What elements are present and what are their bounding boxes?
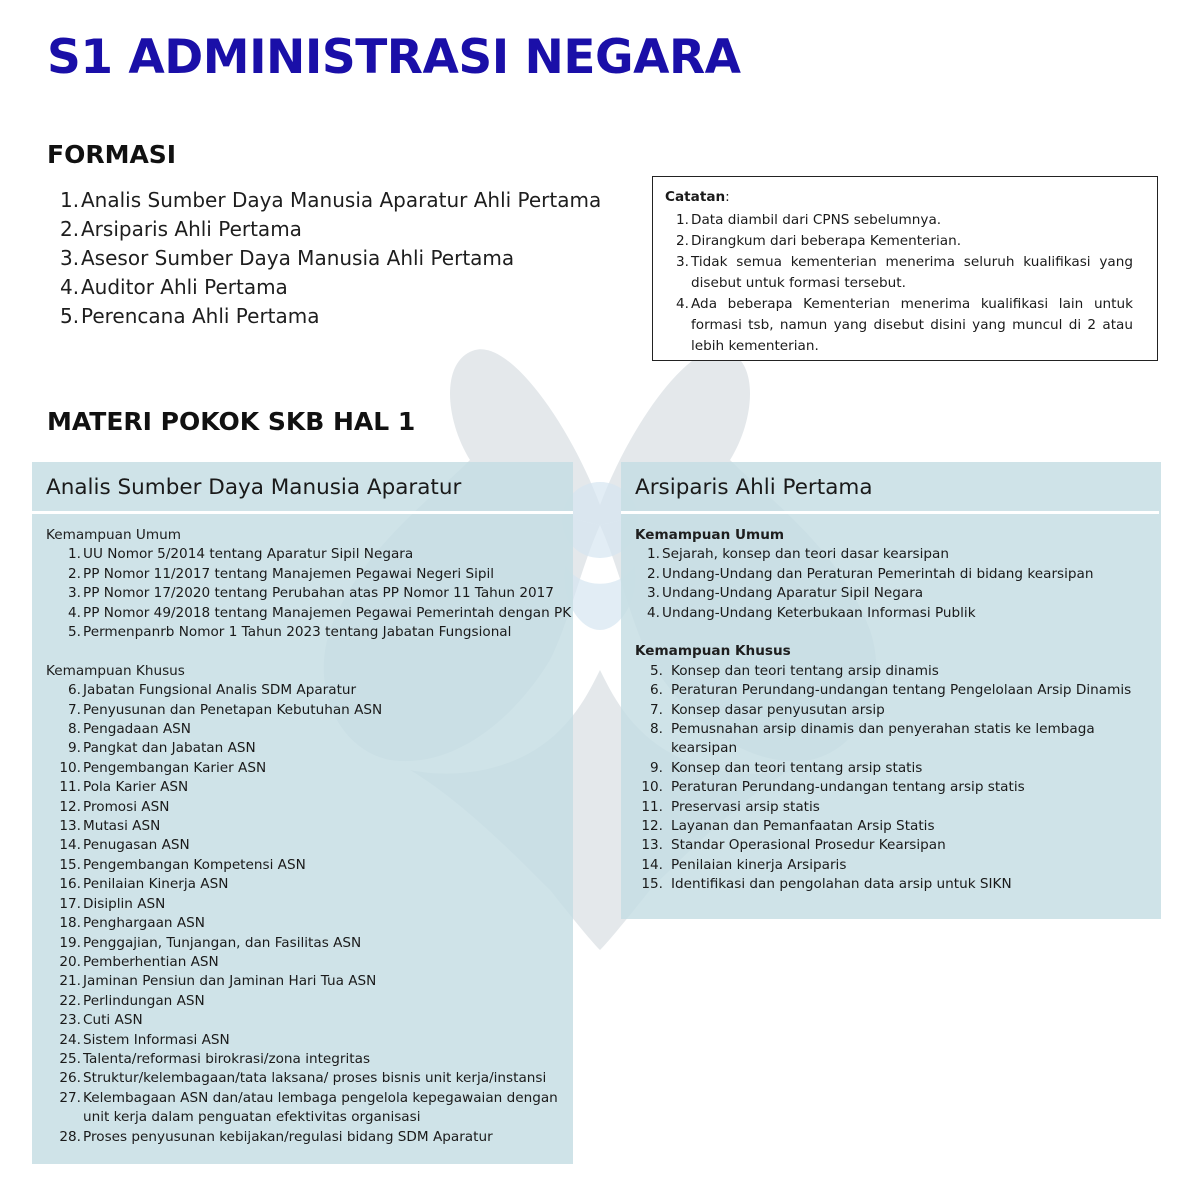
item-number: 10.	[641, 779, 663, 796]
list-item	[635, 701, 1161, 720]
item-number: 1.	[647, 546, 660, 563]
list-item	[46, 798, 573, 817]
list-item	[60, 186, 601, 215]
kemampuan-khusus-list	[46, 681, 573, 1147]
item-number: 4.	[60, 275, 80, 299]
catatan-colon: :	[725, 189, 730, 205]
item-text: Konsep dan teori tentang arsip statis	[671, 759, 923, 776]
item-text: Pemberhentian ASN	[83, 953, 219, 970]
item-number: 19.	[59, 934, 81, 951]
item-text: Penilaian Kinerja ASN	[83, 876, 229, 893]
kemampuan-khusus-label: Kemampuan Khusus	[635, 643, 791, 660]
item-number: 2.	[60, 217, 80, 241]
item-text: PP Nomor 17/2020 tentang Perubahan atas PP Nomor 11 Tahun 2017	[83, 585, 554, 602]
item-number: 13.	[641, 837, 663, 854]
catatan-label: Catatan	[665, 189, 726, 205]
item-text: Talenta/reformasi birokrasi/zona integritas	[83, 1050, 371, 1067]
item-number: 7.	[650, 701, 663, 718]
item-text: Tidak semua kementerian menerima seluruh kualifikasi yang disebut untuk formasi tersebut.	[691, 254, 1133, 291]
item-number: 22.	[59, 992, 81, 1009]
item-text: Cuti ASN	[83, 1012, 143, 1029]
list-item	[46, 953, 573, 972]
list-item	[665, 210, 1133, 231]
list-item	[46, 604, 573, 623]
list-item	[46, 584, 573, 603]
item-number: 5.	[68, 624, 81, 641]
item-text: Dirangkum dari beberapa Kementerian.	[691, 233, 962, 249]
item-number: 24.	[59, 1031, 81, 1048]
item-text: Promosi ASN	[83, 798, 170, 815]
item-number: 2.	[68, 565, 81, 582]
item-text: Penilaian kinerja Arsiparis	[671, 856, 847, 873]
item-text: Auditor Ahli Pertama	[81, 275, 288, 299]
list-item	[46, 914, 573, 933]
list-item	[46, 1031, 573, 1050]
list-item	[46, 856, 573, 875]
list-item	[46, 545, 573, 564]
item-text: Layanan dan Pemanfaatan Arsip Statis	[671, 818, 935, 835]
item-number: 15.	[59, 856, 81, 873]
list-item	[635, 856, 1161, 875]
panel-body	[621, 514, 1161, 895]
item-number: 3.	[676, 254, 689, 270]
item-number: 12.	[59, 798, 81, 815]
item-text: Mutasi ASN	[83, 818, 161, 835]
list-item	[665, 294, 1133, 357]
item-number: 1.	[60, 188, 80, 212]
item-number: 20.	[59, 953, 81, 970]
item-number: 27.	[59, 1089, 81, 1106]
item-number: 25.	[59, 1050, 81, 1067]
item-text: UU Nomor 5/2014 tentang Aparatur Sipil Negara	[83, 546, 414, 563]
item-number: 3.	[60, 246, 80, 270]
item-number: 13.	[59, 818, 81, 835]
kemampuan-umum-label: Kemampuan Umum	[46, 527, 181, 543]
list-item	[635, 662, 1161, 681]
item-text: Konsep dasar penyusutan arsip	[671, 701, 885, 718]
list-item	[635, 565, 1161, 584]
item-number: 14.	[641, 856, 663, 873]
list-item	[46, 565, 573, 584]
list-item	[46, 681, 573, 700]
list-item	[46, 623, 573, 642]
page-title: S1 ADMINISTRASI NEGARA	[47, 30, 741, 85]
list-item	[46, 972, 573, 991]
kemampuan-umum-list	[635, 545, 1161, 623]
item-text: Disiplin ASN	[83, 895, 166, 912]
item-text: Pemusnahan arsip dinamis dan penyerahan statis ke lembaga kearsipan	[671, 721, 1095, 757]
item-text: Penugasan ASN	[83, 837, 190, 854]
item-text: PP Nomor 49/2018 tentang Manajemen Pegawai Pemerintah dengan PK	[83, 604, 572, 621]
panel-title: Analis Sumber Daya Manusia Aparatur	[32, 462, 573, 514]
list-item	[46, 1011, 573, 1030]
list-item	[46, 992, 573, 1011]
item-number: 11.	[641, 798, 663, 815]
item-text: Peraturan Perundang-undangan tentang Pengelolaan Arsip Dinamis	[671, 682, 1132, 699]
item-number: 9.	[68, 740, 81, 757]
item-text: Proses penyusunan kebijakan/regulasi bidang SDM Aparatur	[83, 1128, 493, 1145]
list-item	[665, 231, 1133, 252]
list-item	[46, 934, 573, 953]
list-item	[665, 252, 1133, 294]
list-item	[46, 1128, 573, 1147]
item-text: Penggajian, Tunjangan, dan Fasilitas ASN	[83, 934, 362, 951]
item-text: Sistem Informasi ASN	[83, 1031, 230, 1048]
list-item	[635, 875, 1161, 894]
list-item	[60, 244, 601, 273]
formasi-heading: FORMASI	[47, 140, 177, 169]
item-text: Pengembangan Karier ASN	[83, 759, 267, 776]
item-number: 4.	[647, 604, 660, 621]
list-item	[635, 720, 1161, 759]
item-text: Peraturan Perundang-undangan tentang arsip statis	[671, 779, 1025, 796]
list-item	[46, 1050, 573, 1069]
list-item	[60, 215, 601, 244]
kemampuan-khusus-list	[635, 662, 1161, 895]
item-number: 15.	[641, 876, 663, 893]
kemampuan-umum-label: Kemampuan Umum	[635, 527, 785, 543]
item-text: Permenpanrb Nomor 1 Tahun 2023 tentang Jabatan Fungsional	[83, 624, 512, 641]
item-number: 1.	[676, 212, 689, 228]
item-text: Perencana Ahli Pertama	[81, 304, 320, 328]
materi-heading: MATERI POKOK SKB HAL 1	[47, 407, 416, 436]
item-number: 14.	[59, 837, 81, 854]
item-text: Arsiparis Ahli Pertama	[81, 217, 302, 241]
item-text: Penyusunan dan Penetapan Kebutuhan ASN	[83, 701, 383, 718]
item-text: Struktur/kelembagaan/tata laksana/ proses bisnis unit kerja/instansi	[83, 1070, 547, 1087]
item-text: Pengembangan Kompetensi ASN	[83, 856, 306, 873]
list-item	[46, 895, 573, 914]
item-number: 7.	[68, 701, 81, 718]
panel-title: Arsiparis Ahli Pertama	[621, 462, 1159, 514]
item-number: 2.	[647, 565, 660, 582]
item-number: 1.	[68, 546, 81, 563]
item-number: 6.	[68, 682, 81, 699]
item-text: Kelembagaan ASN dan/atau lembaga pengelola kepegawaian dengan unit kerja dalam penguatan efektivitas organisasi	[83, 1089, 558, 1126]
list-item	[60, 273, 601, 302]
item-text: Undang-Undang Keterbukaan Informasi Publik	[662, 604, 976, 621]
kemampuan-khusus-label: Kemampuan Khusus	[46, 662, 185, 679]
item-text: Jabatan Fungsional Analis SDM Aparatur	[83, 682, 357, 699]
list-item	[635, 817, 1161, 836]
list-item	[46, 1089, 573, 1128]
item-text: Data diambil dari CPNS sebelumnya.	[691, 212, 942, 228]
item-text: Ada beberapa Kementerian menerima kualifikasi lain untuk formasi tsb, namun yang disebut disini yang muncul di 2 atau lebih kementerian.	[691, 296, 1133, 354]
item-number: 16.	[59, 876, 81, 893]
item-text: Jaminan Pensiun dan Jaminan Hari Tua ASN	[83, 973, 377, 990]
item-number: 12.	[641, 818, 663, 835]
item-text: Pengadaan ASN	[83, 721, 191, 738]
item-text: Pangkat dan Jabatan ASN	[83, 740, 256, 757]
list-item	[46, 701, 573, 720]
list-item	[46, 875, 573, 894]
item-number: 11.	[59, 779, 81, 796]
list-item	[635, 759, 1161, 778]
list-item	[635, 778, 1161, 797]
list-item	[46, 817, 573, 836]
item-number: 8.	[650, 721, 663, 738]
item-number: 4.	[676, 296, 689, 312]
item-number: 5.	[60, 304, 80, 328]
item-number: 9.	[650, 759, 663, 776]
list-item	[46, 739, 573, 758]
item-text: Undang-Undang dan Peraturan Pemerintah di bidang kearsipan	[662, 565, 1094, 582]
item-text: Perlindungan ASN	[83, 992, 205, 1009]
item-number: 26.	[59, 1070, 81, 1087]
list-item	[46, 1069, 573, 1088]
formasi-list	[60, 186, 601, 331]
item-text: Preservasi arsip statis	[671, 798, 820, 815]
panel-analis-sdm	[32, 462, 573, 1164]
item-number: 17.	[59, 895, 81, 912]
item-number: 3.	[647, 585, 660, 602]
list-item	[60, 302, 601, 331]
item-number: 18.	[59, 915, 81, 932]
catatan-header	[665, 187, 1133, 208]
item-number: 2.	[676, 233, 689, 249]
item-text: Undang-Undang Aparatur Sipil Negara	[662, 585, 924, 602]
list-item	[635, 584, 1161, 603]
list-item	[46, 778, 573, 797]
item-number: 10.	[59, 759, 81, 776]
list-item	[635, 836, 1161, 855]
item-number: 28.	[59, 1128, 81, 1145]
item-text: Analis Sumber Daya Manusia Aparatur Ahli Pertama	[81, 188, 602, 212]
list-item	[635, 798, 1161, 817]
panel-arsiparis	[621, 462, 1161, 919]
catatan-box	[652, 176, 1158, 361]
item-text: Asesor Sumber Daya Manusia Ahli Pertama	[81, 246, 515, 270]
item-number: 5.	[650, 662, 663, 679]
item-text: PP Nomor 11/2017 tentang Manajemen Pegawai Negeri Sipil	[83, 565, 495, 582]
item-text: Standar Operasional Prosedur Kearsipan	[671, 837, 946, 854]
panel-body	[32, 514, 573, 1147]
item-number: 6.	[650, 682, 663, 699]
list-item	[46, 720, 573, 739]
item-text: Sejarah, konsep dan teori dasar kearsipan	[662, 546, 949, 563]
item-text: Pola Karier ASN	[83, 779, 189, 796]
item-text: Identifikasi dan pengolahan data arsip untuk SIKN	[671, 876, 1012, 893]
catatan-list	[665, 210, 1133, 357]
kemampuan-umum-list	[46, 545, 573, 642]
item-text: Penghargaan ASN	[83, 915, 205, 932]
item-number: 3.	[68, 585, 81, 602]
list-item	[635, 545, 1161, 564]
list-item	[46, 759, 573, 778]
item-number: 8.	[68, 721, 81, 738]
item-number: 21.	[59, 973, 81, 990]
list-item	[635, 604, 1161, 623]
item-text: Konsep dan teori tentang arsip dinamis	[671, 662, 939, 679]
list-item	[46, 836, 573, 855]
item-number: 4.	[68, 604, 81, 621]
item-number: 23.	[59, 1012, 81, 1029]
list-item	[635, 681, 1161, 700]
